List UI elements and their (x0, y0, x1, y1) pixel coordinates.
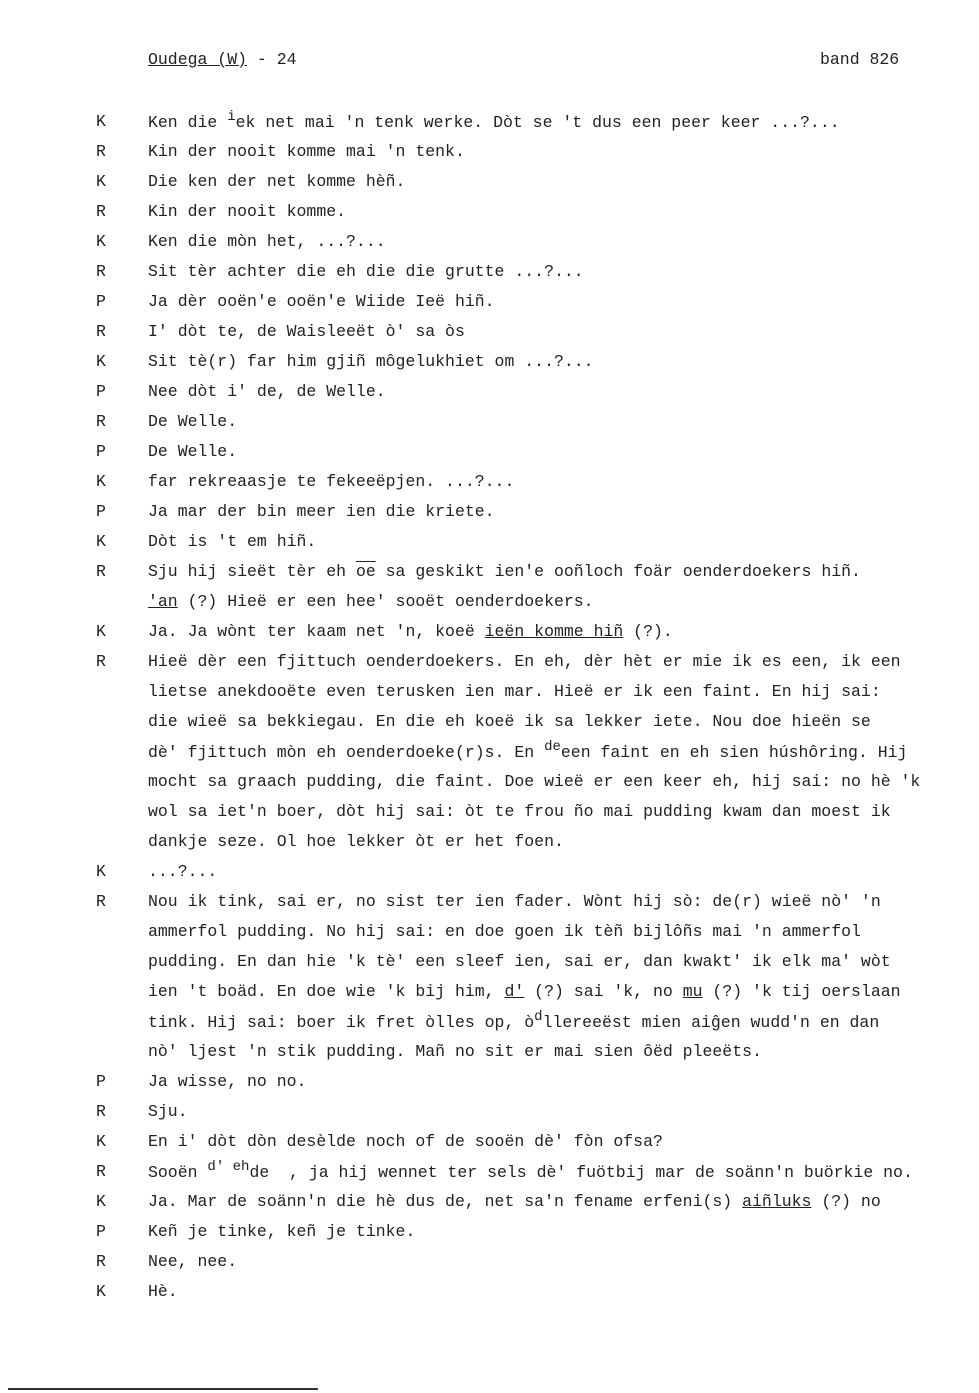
text-segment: far rekreaasje te fekeeëpjen. ...?... (148, 472, 515, 491)
utterance-text (0, 680, 979, 710)
underlined-text: 'an (148, 592, 178, 611)
text-segment: de , ja hij wennet ter sels dè' fuötbij mar de soänn'n buörkie no. (249, 1163, 913, 1182)
utterance-text (0, 1190, 979, 1220)
utterance-text (0, 500, 979, 530)
text-segment: ek net mai 'n tenk werke. Dòt se 't dus een peer keer ...?... (235, 113, 840, 132)
underlined-text: mu (682, 982, 703, 1001)
utterance-text (0, 110, 979, 140)
transcript-line (0, 620, 979, 650)
utterance-text (0, 650, 979, 680)
text-segment: ammerfol pudding. No hij sai: en doe goen ik tèñ bijlôñs mai 'n ammerfol (148, 922, 861, 941)
text-segment: llereeëst mien aiĝen wudd'n en dan (542, 1013, 880, 1032)
text-segment: (?) 'k tij oerslaan (702, 982, 901, 1001)
speaker-label: R (96, 322, 106, 341)
text-segment: I' dòt te, de Waisleeët ò' sa òs (148, 322, 465, 341)
text-segment: Ken die (148, 113, 228, 132)
transcript-line (0, 590, 979, 620)
speaker-label: R (96, 652, 106, 671)
text-segment: Ja. Mar de soänn'n die hè dus de, net sa'n fename erfeni(s) (148, 1192, 743, 1211)
transcript-body (0, 110, 979, 1310)
transcript-line (0, 380, 979, 410)
transcript-line (0, 830, 979, 860)
transcript-line (0, 320, 979, 350)
superscript-annotation: i (227, 109, 236, 125)
transcript-line (0, 470, 979, 500)
speaker-label: P (96, 1222, 106, 1241)
header-page-number: - 24 (247, 50, 297, 69)
utterance-text (0, 260, 979, 290)
transcript-line (0, 890, 979, 920)
speaker-label: P (96, 1072, 106, 1091)
page-header-title (148, 50, 297, 69)
utterance-text (0, 1220, 979, 1250)
text-segment: dè' fjittuch mòn eh oenderdoeke(r)s. En (148, 743, 545, 762)
transcript-line (0, 440, 979, 470)
text-segment: (?) no (811, 1192, 881, 1211)
utterance-text (0, 740, 979, 770)
text-segment: Nee dòt i' de, de Welle. (148, 382, 386, 401)
utterance-text (0, 620, 979, 650)
transcript-line (0, 1040, 979, 1070)
utterance-text (0, 1040, 979, 1070)
utterance-text (0, 710, 979, 740)
transcript-line (0, 1190, 979, 1220)
text-segment: lietse anekdooëte even terusken ien mar. Hieë er ik een faint. En hij sai: (148, 682, 881, 701)
footer-rule (8, 1388, 318, 1390)
transcript-line (0, 560, 979, 590)
transcript-line (0, 530, 979, 560)
transcript-line (0, 1010, 979, 1040)
utterance-text (0, 350, 979, 380)
utterance-text (0, 980, 979, 1010)
utterance-text (0, 410, 979, 440)
transcript-line (0, 1250, 979, 1280)
text-segment: dankje seze. Ol hoe lekker òt er het foen. (148, 832, 564, 851)
text-segment: Ja. Ja wònt ter kaam net 'n, koeë (148, 622, 485, 641)
text-segment: tink. Hij sai: boer ik fret òlles op, ò (148, 1013, 535, 1032)
text-segment: die wieë sa bekkiegau. En die eh koeë ik sa lekker iete. Nou doe hieën se (148, 712, 871, 731)
speaker-label: R (96, 1162, 106, 1181)
transcript-line (0, 410, 979, 440)
transcript-line (0, 860, 979, 890)
utterance-text (0, 1280, 979, 1310)
transcript-line (0, 290, 979, 320)
speaker-label: R (96, 562, 106, 581)
utterance-text (0, 1250, 979, 1280)
transcript-line (0, 980, 979, 1010)
speaker-label: K (96, 232, 106, 251)
utterance-text (0, 950, 979, 980)
text-segment: De Welle. (148, 442, 238, 461)
utterance-text (0, 860, 979, 890)
transcript-line (0, 260, 979, 290)
speaker-label: P (96, 502, 106, 521)
utterance-text (0, 170, 979, 200)
text-segment: De Welle. (148, 412, 238, 431)
speaker-label: K (96, 112, 106, 131)
text-segment: Ja dèr ooën'e ooën'e Wiide Ieë hiñ. (148, 292, 495, 311)
transcript-line (0, 710, 979, 740)
text-segment: nò' ljest 'n stik pudding. Mañ no sit er mai sien ôëd pleeëts. (148, 1042, 762, 1061)
speaker-label: K (96, 862, 106, 881)
transcript-line (0, 1160, 979, 1190)
text-segment: wol sa iet'n boer, dòt hij sai: òt te frou ño mai pudding kwam dan moest ik (148, 802, 891, 821)
utterance-text (0, 1010, 979, 1040)
transcript-line (0, 1130, 979, 1160)
text-segment: ...?... (148, 862, 218, 881)
utterance-text (0, 440, 979, 470)
utterance-text (0, 830, 979, 860)
text-segment: sa geskikt ien'e ooñloch foär oenderdoekers hiñ. (375, 562, 861, 581)
transcript-line (0, 230, 979, 260)
transcript-line (0, 770, 979, 800)
utterance-text (0, 590, 979, 620)
transcript-line (0, 170, 979, 200)
text-segment: (?). (623, 622, 673, 641)
text-segment: Sooën (148, 1163, 208, 1182)
text-segment: ien 't boäd. En doe wie 'k bij him, (148, 982, 505, 1001)
utterance-text (0, 1100, 979, 1130)
text-segment: Sju. (148, 1102, 188, 1121)
text-segment: Ja mar der bin meer ien die kriete. (148, 502, 495, 521)
speaker-label: R (96, 892, 106, 911)
text-segment: (?) sai 'k, no (524, 982, 683, 1001)
utterance-text (0, 560, 979, 590)
text-segment: Keñ je tinke, keñ je tinke. (148, 1222, 416, 1241)
utterance-text (0, 230, 979, 260)
text-segment: Nou ik tink, sai er, no sist ter ien fader. Wònt hij sò: de(r) wieë nò' 'n (148, 892, 881, 911)
text-segment: (?) Hieë er een hee' sooët oenderdoekers. (177, 592, 594, 611)
speaker-label: K (96, 352, 106, 371)
speaker-label: R (96, 202, 106, 221)
speaker-label: R (96, 1102, 106, 1121)
speaker-label: K (96, 1282, 106, 1301)
text-segment: Sit tèr achter die eh die die grutte ...?... (148, 262, 584, 281)
speaker-label: R (96, 262, 106, 281)
transcript-line (0, 920, 979, 950)
transcript-line (0, 200, 979, 230)
speaker-label: R (96, 142, 106, 161)
transcript-line (0, 110, 979, 140)
utterance-text (0, 530, 979, 560)
text-segment: Ken die mòn het, ...?... (148, 232, 386, 251)
text-segment: Nee, nee. (148, 1252, 238, 1271)
transcript-line (0, 650, 979, 680)
transcript-line (0, 950, 979, 980)
utterance-text (0, 890, 979, 920)
utterance-text (0, 380, 979, 410)
speaker-label: K (96, 532, 106, 551)
speaker-label: P (96, 382, 106, 401)
text-segment: Kin der nooit komme. (148, 202, 347, 221)
transcript-line (0, 800, 979, 830)
transcript-line (0, 350, 979, 380)
speaker-label: K (96, 1192, 106, 1211)
utterance-text (0, 290, 979, 320)
utterance-text (0, 320, 979, 350)
transcript-line (0, 1100, 979, 1130)
superscript-annotation: d' eh (207, 1159, 250, 1175)
underlined-text: aiñluks (742, 1192, 812, 1211)
transcript-line (0, 500, 979, 530)
superscript-annotation: de (544, 739, 561, 755)
utterance-text (0, 770, 979, 800)
text-segment: mocht sa graach pudding, die faint. Doe wieë er een keer eh, hij sai: no hè 'k (148, 772, 921, 791)
speaker-label: K (96, 172, 106, 191)
utterance-text (0, 1160, 979, 1190)
text-segment: $\overline{oe}$ (355, 562, 376, 581)
utterance-text (0, 1130, 979, 1160)
speaker-label: R (96, 1252, 106, 1271)
speaker-label: K (96, 1132, 106, 1151)
text-segment: pudding. En dan hie 'k tè' een sleef ien, sai er, dan kwakt' ik elk ma' wòt (148, 952, 891, 971)
text-segment: Kin der nooit komme mai 'n tenk. (148, 142, 465, 161)
speaker-label: R (96, 412, 106, 431)
underlined-text: ieën komme hiñ (484, 622, 624, 641)
text-segment: Hè. (148, 1282, 178, 1301)
transcript-line (0, 1220, 979, 1250)
speaker-label: K (96, 622, 106, 641)
text-segment: Dòt is 't em hiñ. (148, 532, 317, 551)
speaker-label: P (96, 442, 106, 461)
text-segment: Ja wisse, no no. (148, 1072, 307, 1091)
speaker-label: K (96, 472, 106, 491)
transcript-line (0, 680, 979, 710)
utterance-text (0, 920, 979, 950)
utterance-text (0, 200, 979, 230)
text-segment: Sit tè(r) far him gjiñ môgelukhiet om ...?... (148, 352, 594, 371)
text-segment: een faint en eh sien húshôring. Hij (560, 743, 908, 762)
superscript-annotation: d (534, 1009, 543, 1025)
transcript-line (0, 1070, 979, 1100)
header-location: Oudega (W) (148, 50, 248, 69)
text-segment: Sju hij sieët tèr eh (148, 562, 356, 581)
utterance-text (0, 470, 979, 500)
text-segment: Hieë dèr een fjittuch oenderdoekers. En eh, dèr hèt er mie ik es een, ik een (148, 652, 901, 671)
utterance-text (0, 1070, 979, 1100)
utterance-text (0, 800, 979, 830)
underlined-text: d' (504, 982, 525, 1001)
text-segment: En i' dòt dòn desèlde noch of de sooën dè' fòn ofsa? (148, 1132, 663, 1151)
header-tape-number: band 826 (820, 50, 900, 69)
transcript-line (0, 740, 979, 770)
transcript-line (0, 140, 979, 170)
speaker-label: P (96, 292, 106, 311)
transcript-line (0, 1280, 979, 1310)
utterance-text (0, 140, 979, 170)
text-segment: Die ken der net komme hèñ. (148, 172, 406, 191)
